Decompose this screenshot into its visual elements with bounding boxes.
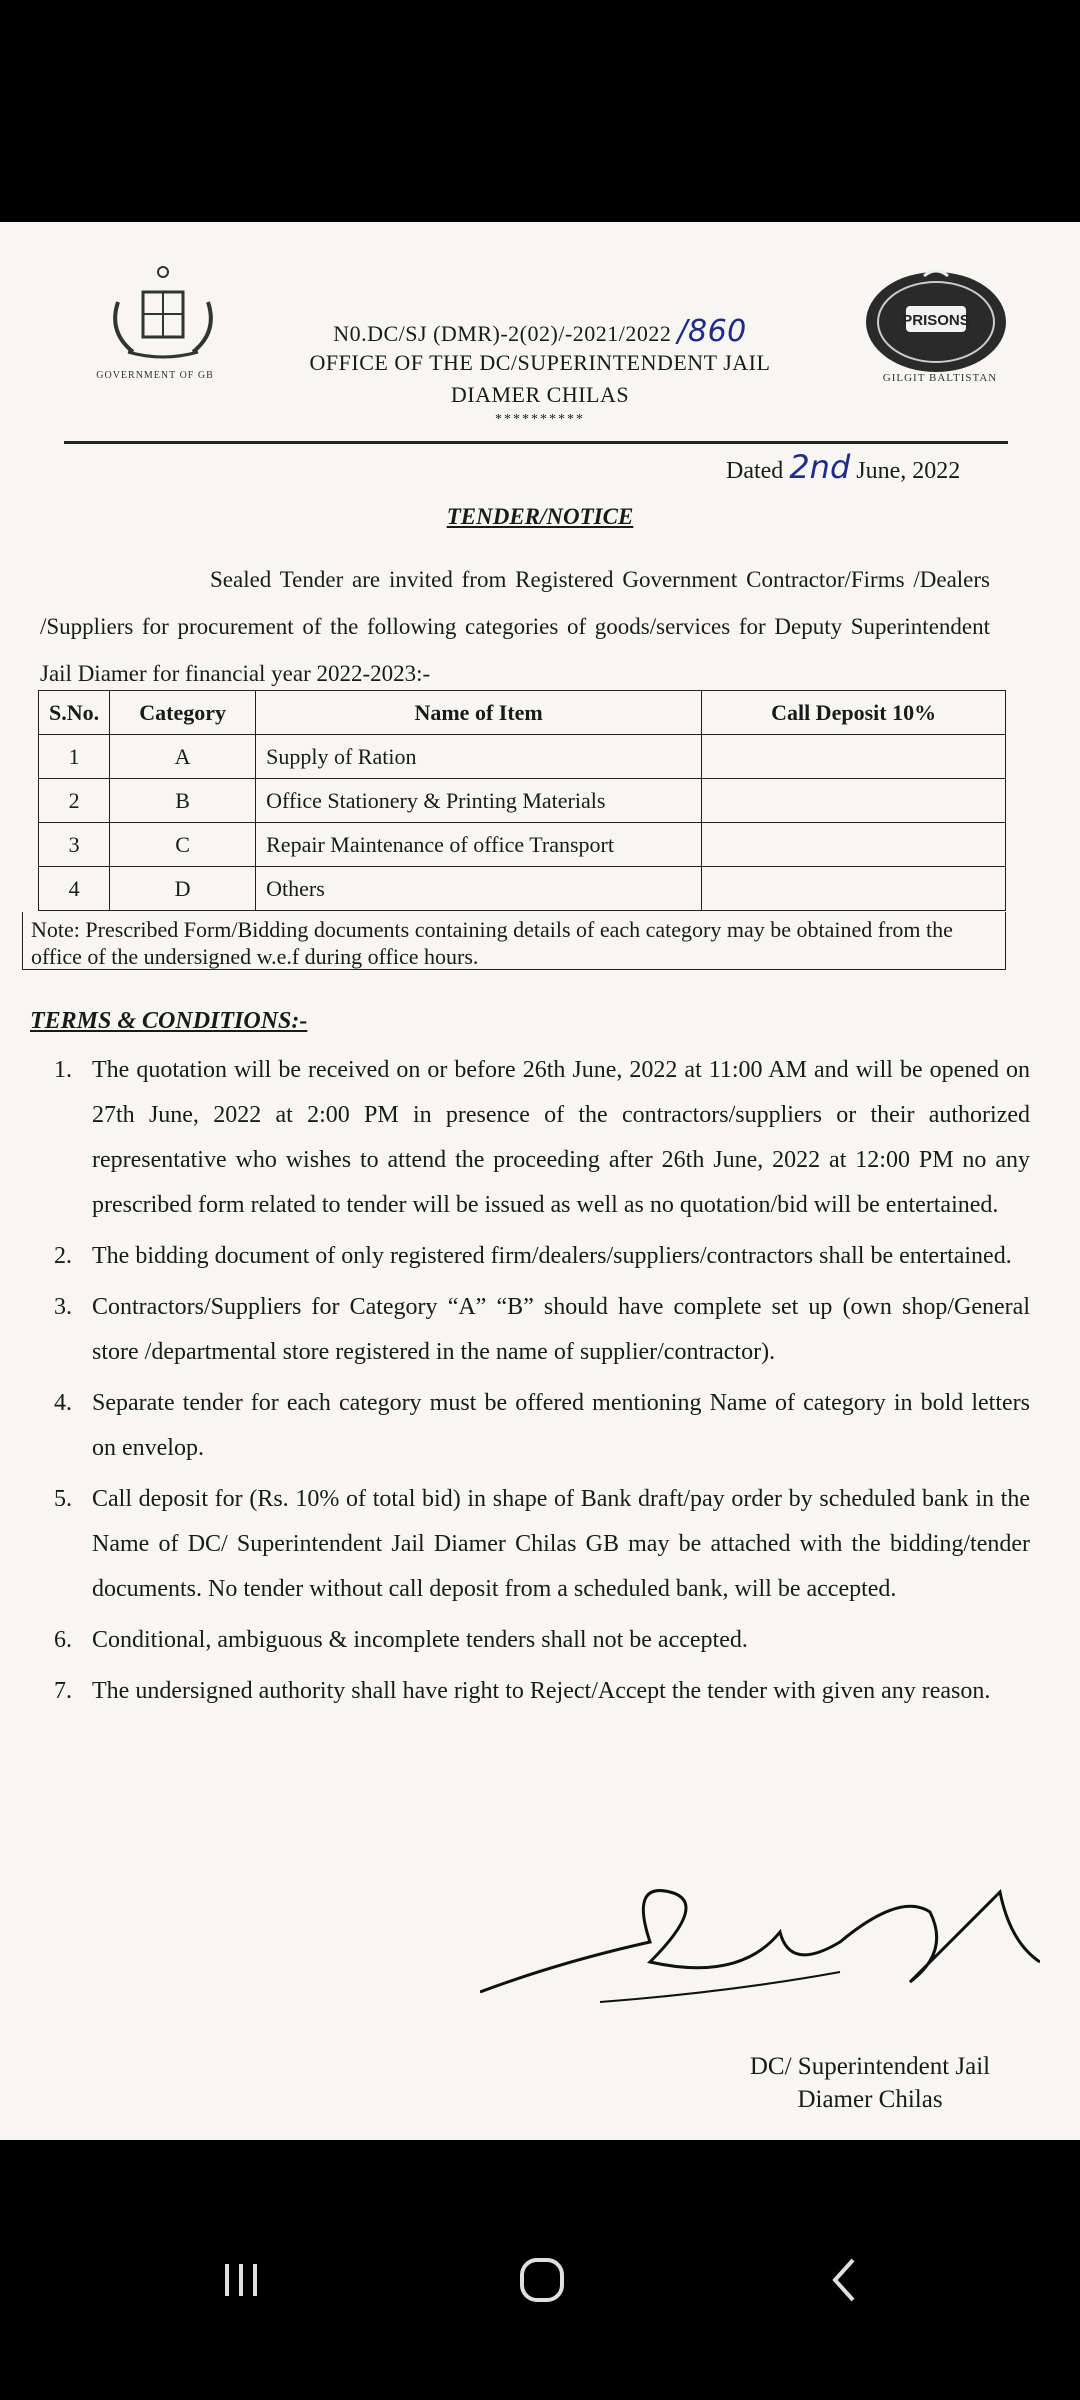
row-item: Repair Maintenance of office Transport — [256, 823, 702, 867]
intro-paragraph: Sealed Tender are invited from Registered Government Contractor/Firms /Dealers /Suppliers for procurement of the following categories of goods/services for Deputy Superintendent Jail Diamer for financial year 2022-2023:- — [40, 567, 990, 686]
table-row — [39, 779, 1006, 823]
government-emblem-icon — [88, 262, 238, 362]
list-item: 7. The undersigned authority shall have right to Reject/Accept the tender with given any reason. — [54, 1678, 991, 1704]
office-name: OFFICE OF THE DC/SUPERINTENDENT JAIL — [309, 350, 771, 375]
navigation-bar — [0, 2140, 1080, 2400]
signatory-place: Diamer Chilas — [797, 2086, 943, 2113]
row-item: Office Stationery & Printing Materials — [256, 779, 702, 823]
signatory-title: DC/ Superintendent Jail — [749, 2053, 991, 2080]
signatory-block — [700, 2050, 1040, 2116]
emblem-caption: GOVERNMENT OF GB — [96, 370, 214, 381]
row-deposit — [702, 823, 1006, 867]
row-category: D — [110, 867, 256, 911]
logo-caption: GILGIT BALTISTAN — [882, 372, 998, 384]
notice-title: TENDER/NOTICE — [446, 504, 634, 529]
row-sno: 3 — [39, 823, 110, 867]
home-icon — [517, 2255, 567, 2305]
prisons-logo-icon — [862, 262, 1010, 374]
row-category: C — [110, 823, 256, 867]
date-line: Dated 2nd June, 2022 — [726, 448, 961, 486]
terms-heading: TERMS & CONDITIONS:- — [30, 1008, 308, 1034]
table-row — [39, 823, 1006, 867]
home-button[interactable] — [497, 2245, 587, 2315]
row-category: B — [110, 779, 256, 823]
list-item: 1. The quotation will be received on or before 26th June, 2022 at 11:00 AM and will be opened on 27th June, 2022 at 2:00 PM in presence of the contractors/suppliers or their authorized representative who wishes to attend the proceeding after 26th June, 2022 at 12:00 PM no any prescribed form related to tender will be issued as well as no quotation/bid will be entertained. — [54, 1057, 1030, 1218]
header-category: Category — [110, 691, 256, 735]
table-row — [39, 735, 1006, 779]
row-deposit — [702, 867, 1006, 911]
table-note: Note: Prescribed Form/Bidding documents containing details of each category may be obtained from the office of the undersigned w.e.f during office hours. — [22, 912, 1006, 970]
logo-lettering: PRISONS — [902, 312, 970, 329]
diary-number: /860 — [677, 314, 747, 349]
table-row — [39, 867, 1006, 911]
list-item: 2. The bidding document of only registered firm/dealers/suppliers/contractors shall be entertained. — [54, 1243, 1012, 1269]
list-item: 4. Separate tender for each category must be offered mentioning Name of category in bold letters on envelop. — [54, 1390, 1030, 1461]
row-item: Supply of Ration — [256, 735, 702, 779]
date-day: 2nd — [789, 448, 851, 486]
tender-table — [38, 690, 1006, 911]
header-stars: ********** — [495, 412, 585, 427]
row-sno: 4 — [39, 867, 110, 911]
header-sno: S.No. — [39, 691, 110, 735]
reference-number: N0.DC/SJ (DMR)-2(02)/-2021/2022 — [333, 321, 672, 346]
row-category: A — [110, 735, 256, 779]
header-item: Name of Item — [256, 691, 702, 735]
row-deposit — [702, 779, 1006, 823]
row-sno: 2 — [39, 779, 110, 823]
recent-apps-icon — [219, 2258, 263, 2302]
reference-line — [220, 314, 860, 349]
list-item: 6. Conditional, ambiguous & incomplete tenders shall not be accepted. — [54, 1627, 748, 1653]
terms-list — [40, 1048, 1030, 1720]
back-icon — [823, 2255, 867, 2305]
list-item: 3. Contractors/Suppliers for Category “A” “B” should have complete set up (own shop/General store /departmental store registered in the name of supplier/contractor). — [54, 1294, 1030, 1365]
row-item: Others — [256, 867, 702, 911]
row-sno: 1 — [39, 735, 110, 779]
row-deposit — [702, 735, 1006, 779]
header-deposit: Call Deposit 10% — [702, 691, 1006, 735]
table-header-row — [39, 691, 1006, 735]
signature-icon — [480, 1872, 1040, 2022]
recent-apps-button[interactable] — [196, 2245, 286, 2315]
list-item: 5. Call deposit for (Rs. 10% of total bid) in shape of Bank draft/pay order by scheduled bank in the Name of DC/ Superintendent Jail Diamer Chilas GB may be attached with the bidding/tender documents. No tender without call deposit from a scheduled bank, will be accepted. — [54, 1486, 1030, 1602]
back-button[interactable] — [800, 2245, 890, 2315]
header-divider — [64, 441, 1008, 444]
document-page — [0, 222, 1080, 2140]
office-location: DIAMER CHILAS — [450, 382, 630, 407]
